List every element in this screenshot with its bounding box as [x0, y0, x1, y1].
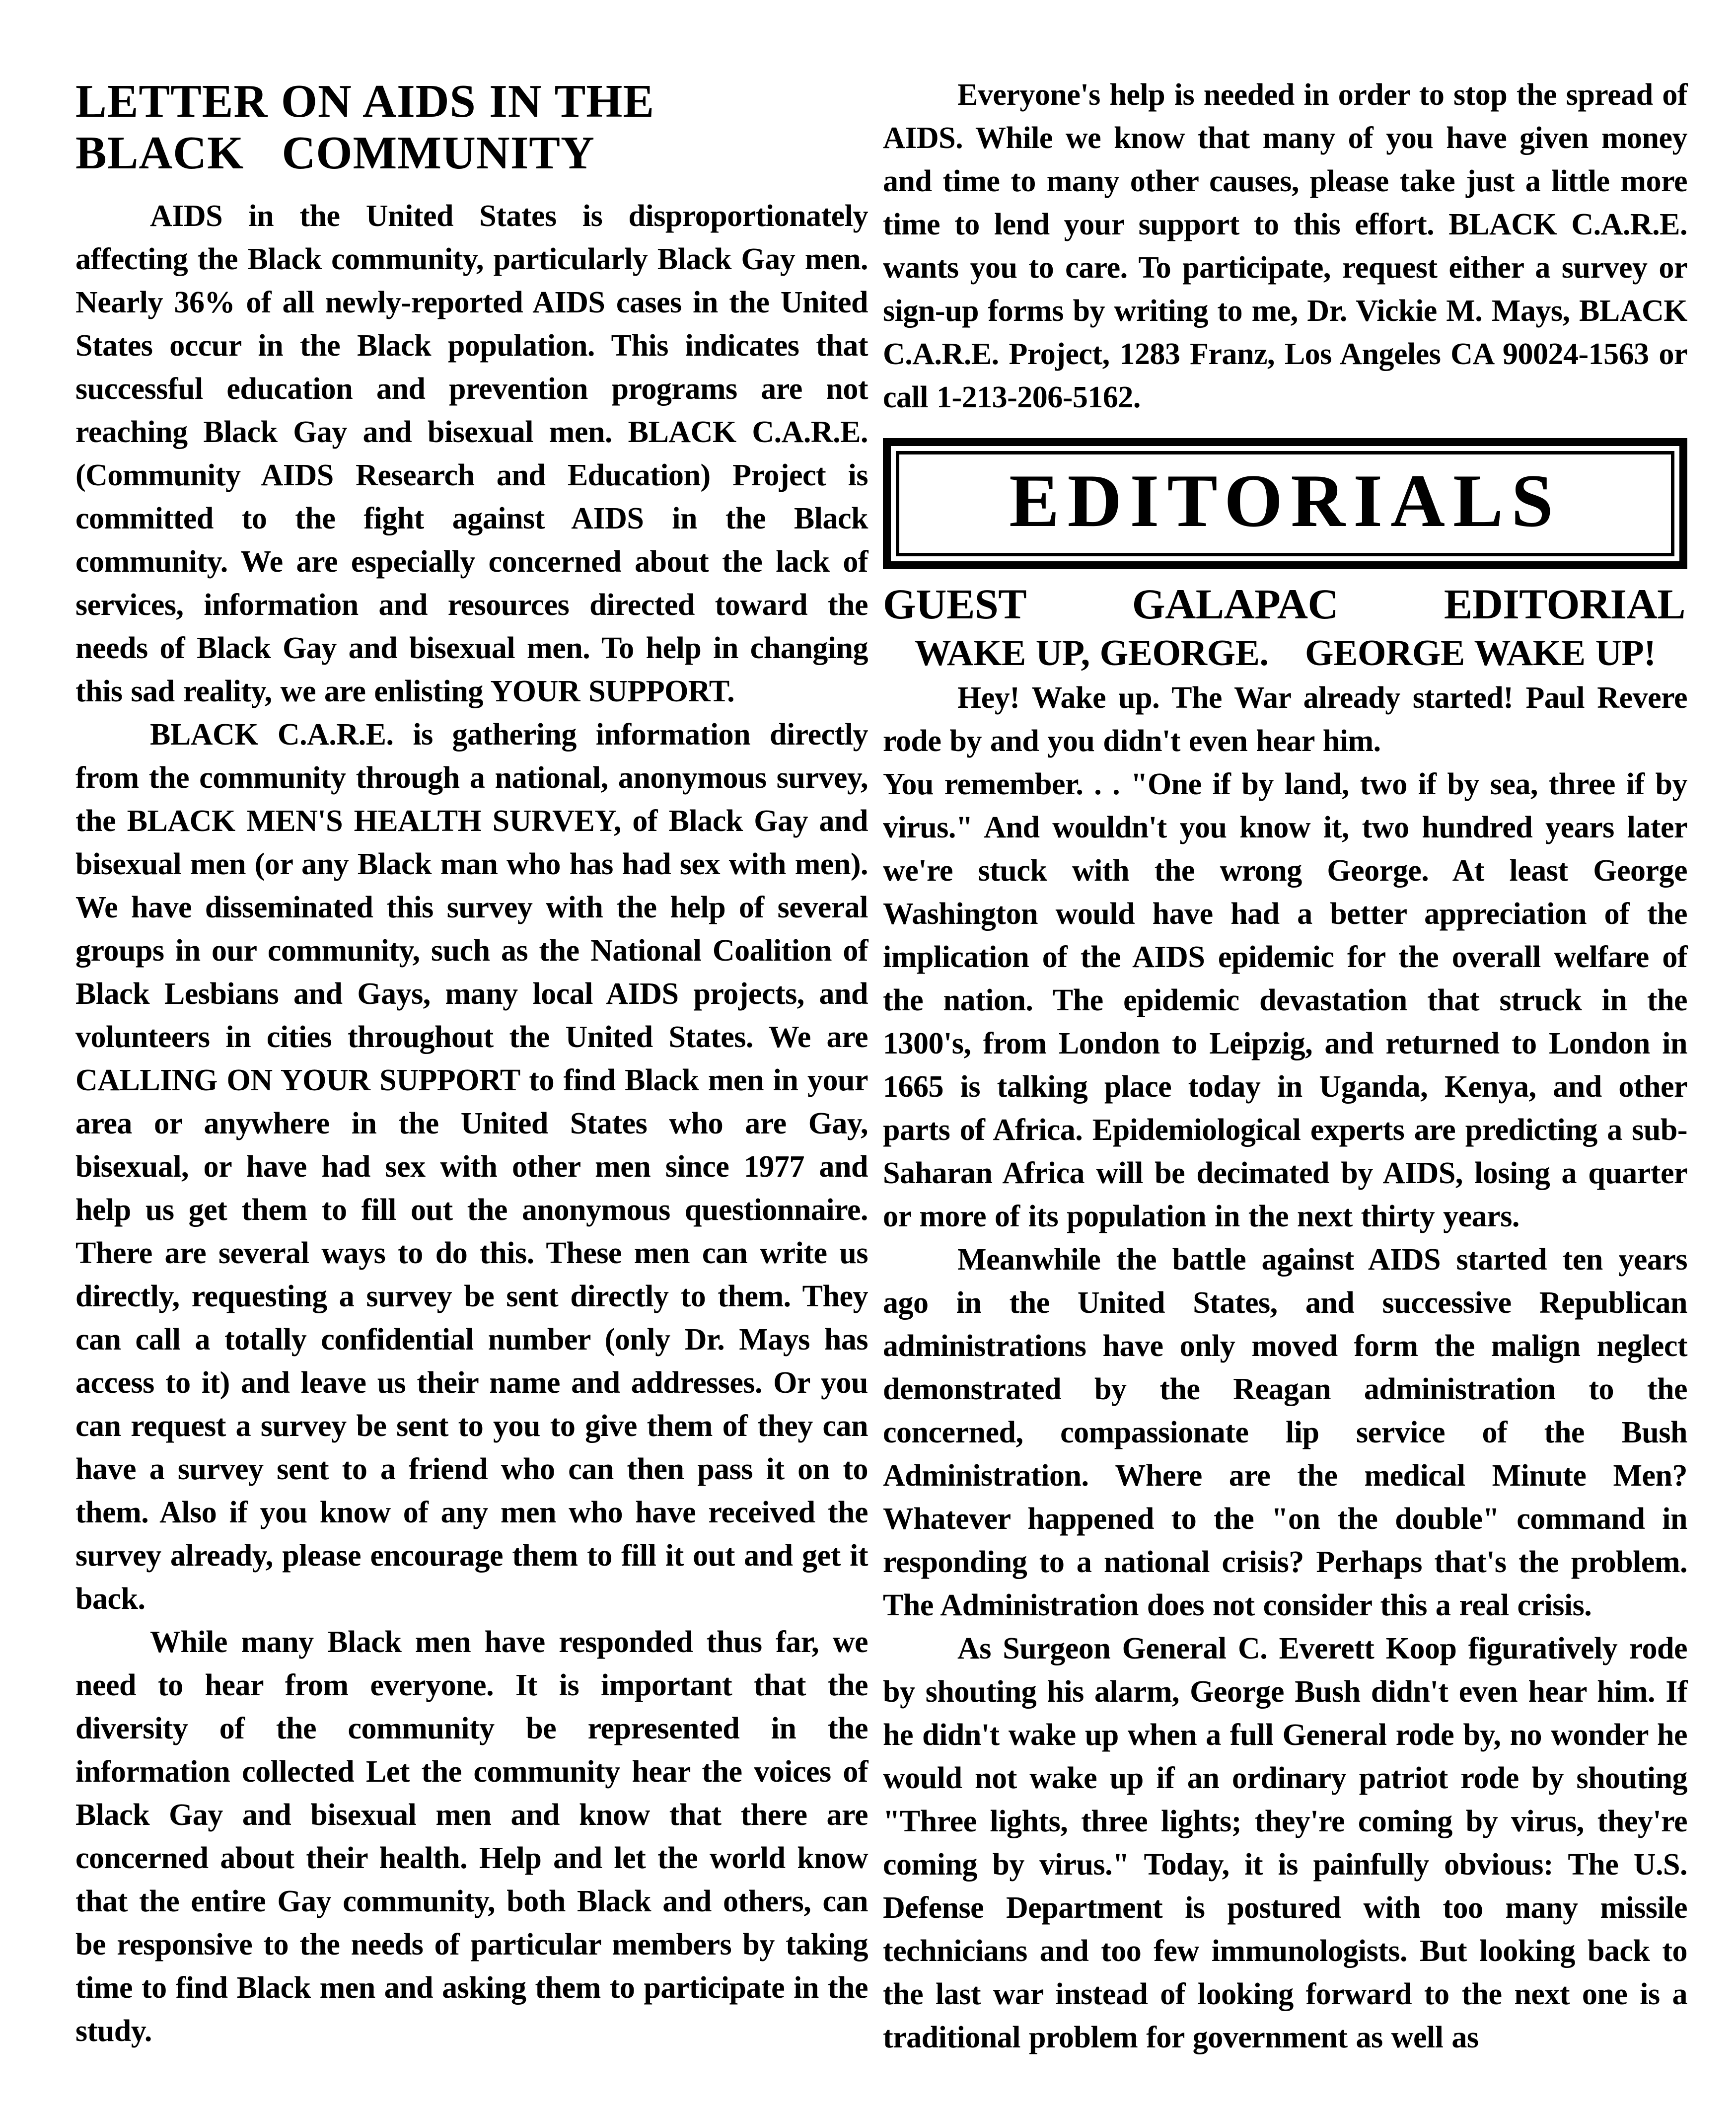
intro-paragraph: Everyone's help is needed in order to stop the spread of AIDS. While we know that many of you have given money and time to many other causes, please take just a little more time to lend your support to this effort. BLACK C.A.R.E. wants you to care. To participate, request either a survey or sign-up forms by writing to me, Dr. Vickie M. Mays, BLACK C.A.R.E. Project, 1283 Franz, Los Angeles CA 90024-1563 or call 1-213-206-5162.	[883, 78, 1687, 414]
editorial-paragraph-3: Meanwhile the battle against AIDS started ten years ago in the United States, and successive Republican administrations have only moved form the malign neglect demonstrated by the Reagan administration to the concerned, compassionate lip service of the Bush Administration. Where are the medical Minute Men? Whatever happened to the "on the double" command in responding to a national crisis? Perhaps that's the problem. The Administration does not consider this a real crisis.	[883, 1242, 1687, 1622]
right-column	[883, 74, 1687, 2059]
editorials-banner-title: EDITORIALS	[1009, 459, 1561, 542]
editorials-banner-box	[883, 438, 1687, 569]
article-title-line-2: BLACK COMMUNITY	[75, 127, 595, 179]
guest-heading-word-2: GALAPAC	[1132, 580, 1339, 628]
editorial-paragraph-2: You remember. . . "One if by land, two if by sea, three if by virus." And wouldn't you know it, two hundred years later we're stuck with the wrong George. At least George Washington would have had a better appreciation of the implication of the AIDS epidemic for the overall welfare of the nation. The epidemic devastation that struck in the 1300's, from London to Leipzig, and returned to London in 1665 is talking place today in Uganda, Kenya, and other parts of Africa. Epidemiological experts are predicting a sub-Saharan Africa will be decimated by AIDS, losing a quarter or more of its population in the next thirty years.	[883, 767, 1687, 1233]
wake-up-subheading: WAKE UP, GEORGE. GEORGE WAKE UP!	[914, 632, 1656, 674]
article-title-line-1: LETTER ON AIDS IN THE	[75, 75, 655, 127]
left-column	[75, 74, 868, 2053]
editorials-banner-inner-frame	[896, 451, 1674, 556]
two-column-layout	[75, 74, 1686, 2059]
guest-heading-word-1: GUEST	[883, 580, 1027, 628]
guest-heading-word-3: EDITORIAL	[1444, 580, 1685, 628]
article-paragraph-2: BLACK C.A.R.E. is gathering information directly from the community through a national, anonymous survey, the BLACK MEN'S HEALTH SURVEY, of Black Gay and bisexual men (or any Black man who has had sex with men). We have disseminated this survey with the help of several groups in our community, such as the National Coalition of Black Lesbians and Gays, many local AIDS projects, and volunteers in cities throughout the United States. We are CALLING ON YOUR SUPPORT to find Black men in your area or anywhere in the United States who are Gay, bisexual, or have had sex with other men since 1977 and help us get them to fill out the anonymous questionnaire. There are several ways to do this. These men can write us directly, requesting a survey be sent directly to them. They can call a totally confidential number (only Dr. Mays has access to it) and leave us their name and addresses. Or you can request a survey be sent to you to give them of they can have a survey sent to a friend who can then pass it on to them. Also if you know of any men who have received the survey already, please encourage them to fill it out and get it back.	[75, 718, 868, 1616]
article-paragraph-3: While many Black men have responded thus far, we need to hear from everyone. It is important that the diversity of the community be represented in the information collected Let the community hear the voices of Black Gay and bisexual men and know that there are concerned about their health. Help and let the world know that the entire Gay community, both Black and others, can be responsive to the needs of particular members by taking time to find Black men and asking them to participate in the study.	[75, 1625, 868, 2048]
article-paragraph-1: AIDS in the United States is disproportionately affecting the Black community, particularly Black Gay men. Nearly 36% of all newly-reported AIDS cases in the United States occur in the Black population. This indicates that successful education and prevention programs are not reaching Black Gay and bisexual men. BLACK C.A.R.E. (Community AIDS Research and Education) Project is committed to the fight against AIDS in the Black community. We are especially concerned about the lack of services, information and resources directed toward the needs of Black Gay and bisexual men. To help in changing this sad reality, we are enlisting YOUR SUPPORT.	[75, 199, 868, 708]
guest-editorial-heading	[883, 580, 1685, 628]
article-title	[75, 75, 868, 179]
editorial-paragraph-4: As Surgeon General C. Everett Koop figuratively rode by shouting his alarm, George Bush didn't even hear him. If he didn't wake up when a full General rode by, no wonder he would not wake up if an ordinary patriot rode by shouting "Three lights, three lights; they're coming by virus, they're coming by virus." Today, it is painfully obvious: The U.S. Defense Department is postured with too many missile technicians and too few immunologists. But looking back to the last war instead of looking forward to the next one is a traditional problem for government as well as	[883, 1631, 1687, 2054]
editorial-paragraph-1: Hey! Wake up. The War already started! Paul Revere rode by and you didn't even hear him.	[883, 680, 1687, 758]
